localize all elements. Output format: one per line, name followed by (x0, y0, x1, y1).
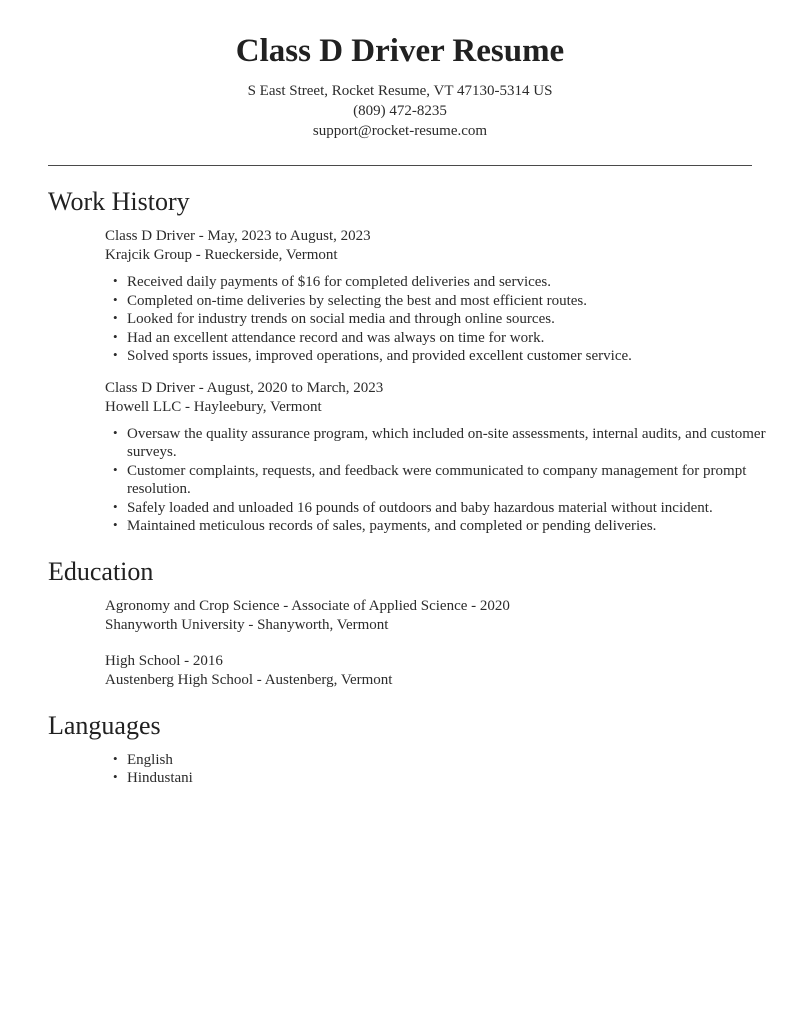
job-company-line: Krajcik Group - Rueckerside, Vermont (105, 247, 338, 263)
resume-header (0, 0, 800, 141)
job-bullet-list (105, 425, 772, 536)
job-bullet: • Oversaw the quality assurance program, which included on-site assessments, internal audits, and customer surveys. (105, 425, 772, 462)
job-entry-head (105, 227, 756, 265)
job-company-line: Howell LLC - Hayleebury, Vermont (105, 398, 322, 415)
resume-title: Class D Driver Resume (235, 33, 565, 69)
contact-address: S East Street, Rocket Resume, VT 47130-5314 US (247, 83, 553, 99)
job-title-line: Class D Driver - August, 2020 to March, 2023 (105, 379, 384, 396)
job-entry (0, 227, 800, 366)
section-education (0, 556, 800, 690)
job-bullet: • Maintained meticulous records of sales, payments, and completed or pending deliveries. (105, 517, 772, 536)
job-bullet: • Received daily payments of $16 for completed deliveries and services. (105, 273, 772, 292)
job-bullet: • Safely loaded and unloaded 16 pounds of outdoors and baby hazardous material without incident. (105, 499, 772, 518)
section-work-history (0, 186, 800, 536)
job-bullet-list (105, 273, 772, 366)
contact-phone: (809) 472-8235 (353, 103, 447, 119)
language-item: • Hindustani (105, 769, 772, 788)
work-history-heading: Work History (48, 187, 190, 216)
job-entry (0, 379, 800, 536)
job-bullet: • Looked for industry trends on social media and through online sources. (105, 310, 772, 329)
job-bullet: • Customer complaints, requests, and feedback were communicated to company management for prompt resolution. (105, 462, 772, 499)
education-heading: Education (48, 556, 154, 586)
section-languages (0, 710, 800, 788)
education-school-line: Austenberg High School - Austenberg, Vermont (105, 671, 393, 688)
education-entry (105, 652, 756, 690)
job-bullet: • Solved sports issues, improved operations, and provided excellent customer service. (105, 347, 772, 366)
job-title-line: Class D Driver - May, 2023 to August, 2023 (105, 228, 371, 244)
contact-email: support@rocket-resume.com (312, 123, 488, 139)
job-bullet: • Had an excellent attendance record and was always on time for work. (105, 329, 772, 348)
education-degree-line: High School - 2016 (105, 652, 223, 669)
job-bullet: • Completed on-time deliveries by selecting the best and most efficient routes. (105, 292, 772, 311)
language-list (105, 751, 772, 788)
contact-block (0, 81, 800, 141)
education-school-line: Shanyworth University - Shanyworth, Vermont (105, 616, 389, 633)
education-entry (105, 597, 756, 635)
languages-heading: Languages (48, 710, 161, 740)
job-entry-head (105, 379, 756, 417)
language-item: • English (105, 751, 772, 770)
education-degree-line: Agronomy and Crop Science - Associate of Applied Science - 2020 (105, 597, 510, 614)
header-divider (48, 165, 752, 166)
